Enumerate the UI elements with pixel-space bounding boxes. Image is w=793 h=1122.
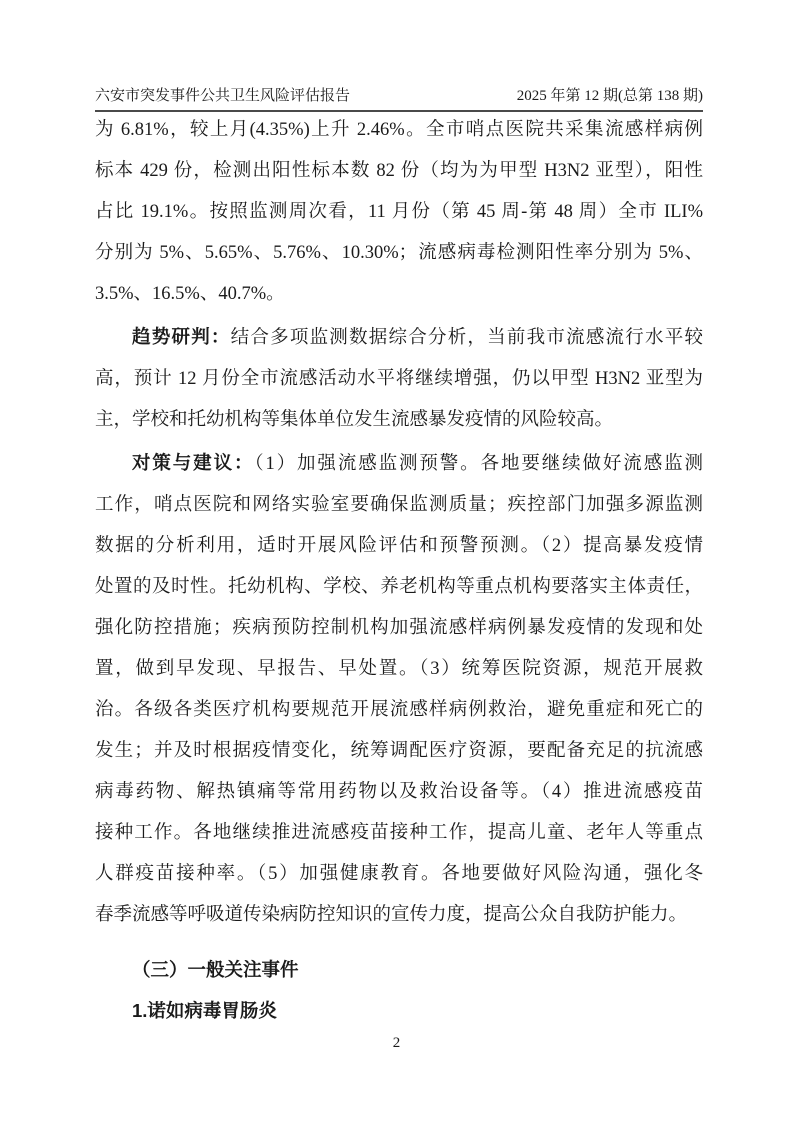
page-header (95, 84, 703, 112)
text-line (95, 854, 703, 895)
text-run: 数据的分析利用，适时开展风险评估和预警预测。（2）提高暴发疫情 (95, 536, 703, 556)
text-line (95, 485, 703, 526)
text-line (95, 990, 703, 1031)
text-run: 工作，哨点医院和网络实验室要确保监测质量；疾控部门加强多源监测 (95, 495, 703, 515)
text-line (95, 318, 703, 359)
text-run: 占比 19.1%。按照监测周次看，11 月份（第 45 周-第 48 周）全市 ILI% (95, 202, 703, 222)
bold-inline-label: 1.诺如病毒胃肠炎 (132, 1000, 277, 1021)
text-line (95, 151, 703, 192)
text-line (95, 233, 703, 274)
bold-inline-label: 趋势研判： (132, 328, 231, 348)
text-line (95, 772, 703, 813)
text-run: （1）加强流感监测预警。各地要继续做好流感监测 (254, 454, 703, 474)
text-run: 人群疫苗接种率。（5）加强健康教育。各地要做好风险沟通，强化冬 (95, 864, 703, 884)
text-run: 结合多项监测数据综合分析，当前我市流感流行水平较 (230, 328, 703, 348)
trend-analysis-paragraph (95, 318, 703, 441)
text-line (95, 567, 703, 608)
text-line (95, 731, 703, 772)
header-report-title: 六安市突发事件公共卫生风险评估报告 (95, 88, 351, 104)
text-run: 3.5%、16.5%、40.7%。 (95, 284, 285, 304)
text-run: 置，做到早发现、早报告、早处置。（3）统筹医院资源，规范开展救 (95, 659, 703, 679)
section-heading-general-concern (95, 949, 703, 990)
text-run: 高，预计 12 月份全市流感活动水平将继续增强，仍以甲型 H3N2 亚型为 (95, 369, 703, 389)
flu-surveillance-paragraph (95, 110, 703, 315)
document-body (95, 110, 703, 1031)
text-run: 接种工作。各地继续推进流感疫苗接种工作，提高儿童、老年人等重点 (95, 823, 703, 843)
text-line (95, 526, 703, 567)
text-line (95, 813, 703, 854)
text-line (95, 110, 703, 151)
text-run: 病毒药物、解热镇痛等常用药物以及救治设备等。（4）推进流感疫苗 (95, 782, 703, 802)
text-line (95, 192, 703, 233)
text-line (95, 274, 703, 315)
text-run: 春季流感等呼吸道传染病防控知识的宣传力度，提高公众自我防护能力。 (95, 905, 688, 925)
text-run: 分别为 5%、5.65%、5.76%、10.30%；流感病毒检测阳性率分别为 5%、 (95, 243, 703, 263)
text-run: 强化防控措施；疾病预防控制机构加强流感样病例暴发疫情的发现和处 (95, 618, 703, 638)
text-run: 治。各级各类医疗机构要规范开展流感样病例救治，避免重症和死亡的 (95, 700, 703, 720)
text-line (95, 359, 703, 400)
text-line (95, 608, 703, 649)
text-line (95, 649, 703, 690)
countermeasures-paragraph (95, 444, 703, 936)
bold-inline-label: （三）一般关注事件 (132, 959, 299, 980)
text-run: 为 6.81%，较上月(4.35%)上升 2.46%。全市哨点医院共采集流感样病例 (95, 120, 703, 140)
text-line (95, 949, 703, 990)
text-line (95, 690, 703, 731)
page-footer (0, 1035, 793, 1052)
text-run: 主，学校和托幼机构等集体单位发生流感暴发疫情的风险较高。 (95, 410, 614, 430)
text-line (95, 444, 703, 485)
bold-inline-label: 对策与建议： (132, 454, 255, 474)
header-issue-number: 2025 年第 12 期(总第 138 期) (516, 88, 703, 104)
text-run: 发生；并及时根据疫情变化，统筹调配医疗资源，要配备充足的抗流感 (95, 741, 703, 761)
text-run: 标本 429 份，检测出阳性标本数 82 份（均为为甲型 H3N2 亚型），阳性 (95, 161, 703, 181)
text-line (95, 400, 703, 441)
page-number: 2 (392, 1035, 401, 1051)
subsection-heading-norovirus (95, 990, 703, 1031)
text-run: 处置的及时性。托幼机构、学校、养老机构等重点机构要落实主体责任， (95, 577, 703, 597)
text-line (95, 895, 703, 936)
